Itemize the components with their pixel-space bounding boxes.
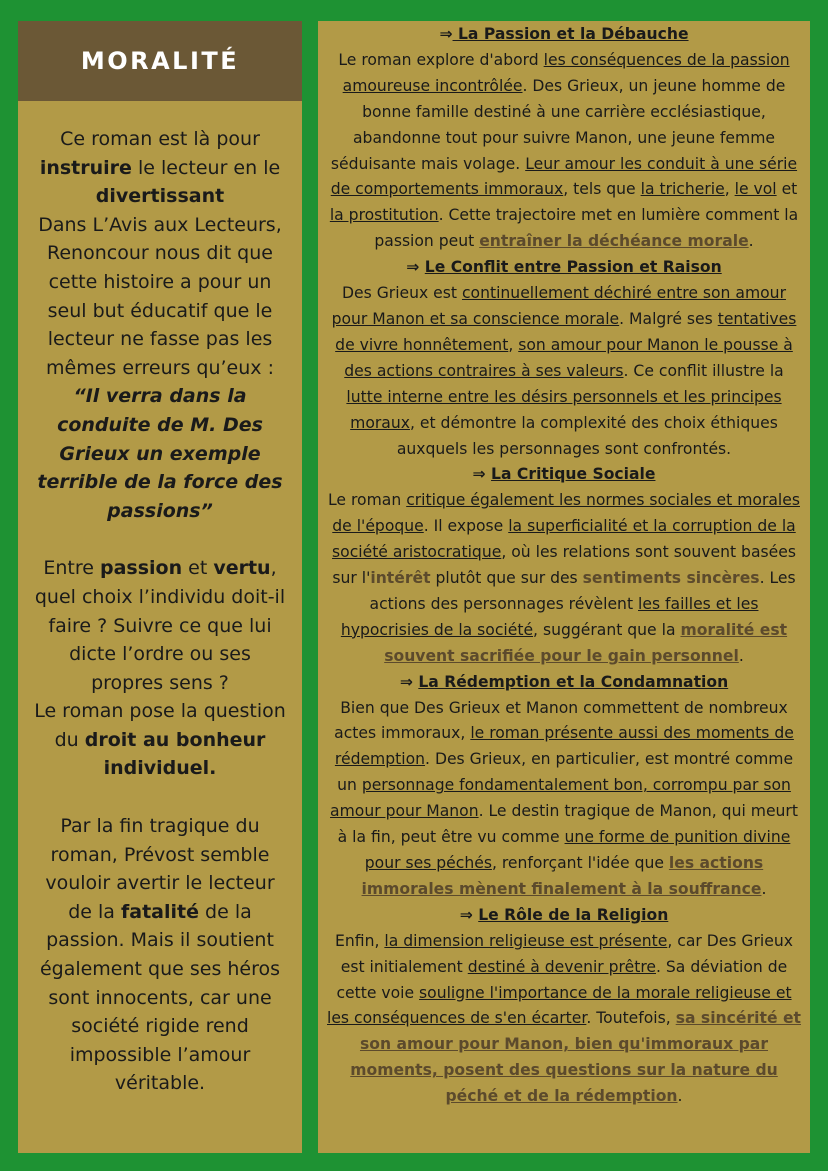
text: . — [738, 646, 744, 665]
arrow-icon: ⇒ — [406, 258, 420, 277]
section-heading-passion-debauche — [324, 22, 804, 48]
arrow-icon: ⇒ — [439, 25, 453, 43]
text: Ce roman est là pour — [60, 128, 260, 150]
moralite-body — [18, 101, 302, 1098]
underlined-text: continuellement déchiré entre son amour pour Manon et sa conscience morale — [331, 284, 786, 328]
text: . Malgré ses — [619, 309, 718, 328]
underlined-text: souligne l'importance de la morale religieuse et les conséquences de s'en écarter — [327, 983, 792, 1028]
emphasis-text: sentiments sincères — [582, 569, 760, 588]
underlined-text: le vol — [734, 180, 777, 199]
section-text-redemption — [324, 696, 804, 903]
text: . — [677, 1087, 683, 1106]
text: . Des Grieux, en particulier, est montré comme un — [337, 750, 794, 795]
underlined-text: les conséquences de la passion amoureuse incontrôlée — [342, 50, 790, 95]
text: , et démontre la complexité des choix éthiques auxquels les personnages sont confrontés. — [396, 413, 778, 458]
text: le lecteur en le — [131, 156, 281, 179]
text: Bien que Des Grieux et Manon commettent de nombreux actes immoraux, — [334, 698, 788, 743]
text: Entre — [43, 557, 100, 580]
underlined-text: tentatives de vivre honnêtement — [335, 309, 797, 354]
text: , où les relations sont souvent basées sur l' — [332, 543, 796, 588]
text: . Le destin tragique de Manon, qui meurt à la fin, peut être vu comme — [337, 802, 798, 847]
keyword-droit-au-bonheur: droit au bonheur individuel. — [84, 728, 266, 780]
text: . Ce conflit illustre la — [623, 361, 784, 380]
section-heading-conflit — [324, 255, 804, 281]
emphasis-text: intérêt — [370, 569, 431, 588]
keyword-fatalite: fatalité — [121, 900, 199, 923]
heading-text: La Passion et la Débauche — [452, 25, 689, 43]
text: . — [748, 232, 754, 251]
keyword-vertu: vertu — [213, 557, 271, 580]
text: . Des Grieux, un jeune homme de bonne famille destiné à une carrière ecclésiastique, abandonne tout pour suivre Manon, une jeune femme séduisante mais volage. — [330, 76, 786, 173]
keyword-divertissant: divertissant — [95, 185, 225, 208]
text: , suggérant que la — [533, 620, 681, 639]
section-text-religion — [324, 929, 804, 1110]
emphasis-text: moralité est souvent sacrifiée pour le gain personnel — [384, 620, 788, 665]
heading-text: La Critique Sociale — [491, 465, 656, 484]
section-heading-critique-sociale — [324, 462, 804, 488]
quote-renoncour: “Il verra dans la conduite de M. Des Grieux un exemple terrible de la force des passions” — [37, 385, 283, 522]
underlined-text: son amour pour Manon le pousse à des actions contraires à ses valeurs — [344, 335, 793, 380]
arrow-icon: ⇒ — [472, 465, 486, 484]
underlined-text: une forme de punition divine pour ses péchés — [364, 828, 791, 872]
analysis-body — [318, 21, 810, 1110]
underlined-text: lutte interne entre les désirs personnels et les principes moraux — [346, 387, 782, 432]
text: . Toutefois, — [586, 1009, 676, 1028]
section-text-passion-debauche — [324, 48, 804, 255]
text: Dans L’Avis aux Lecteurs, Renoncour nous dit que cette histoire a pour un seul but éducatif que le lecteur ne fasse pas les mêmes erreurs qu’eux : — [38, 213, 282, 379]
underlined-text: la superficialité et la corruption de la société aristocratique — [332, 517, 796, 562]
moralite-paragraph-3 — [32, 812, 288, 1098]
text: Le roman explore d'abord — [338, 50, 544, 69]
text: Le roman — [328, 491, 407, 510]
section-heading-religion — [324, 903, 804, 929]
moralite-paragraph-1 — [32, 125, 288, 525]
underlined-text: la tricherie — [640, 180, 725, 199]
underlined-text: critique également les normes sociales et morales de l'époque — [332, 491, 800, 536]
heading-text: La Rédemption et la Condamnation — [418, 672, 729, 691]
heading-text: Le Conflit entre Passion et Raison — [424, 258, 722, 277]
emphasis-text: entraîner la déchéance morale — [479, 232, 749, 251]
text: Enfin, — [335, 931, 385, 950]
text: , car Des Grieux est initialement — [340, 931, 793, 976]
text: , renforçant l'idée que — [491, 854, 669, 872]
arrow-icon: ⇒ — [399, 672, 413, 691]
moralite-paragraph-2 — [32, 554, 288, 783]
text: Par la fin tragique du roman, Prévost semble vouloir avertir le lecteur de la — [45, 815, 275, 923]
underlined-text: la dimension religieuse est présente — [384, 931, 668, 950]
text: . Cette trajectoire met en lumière comment la passion peut — [374, 206, 799, 251]
section-heading-redemption — [324, 670, 804, 696]
emphasis-text: sa sincérité et son amour pour Manon, bien qu'immoraux par moments, posent des questions sur la nature du péché et de la rédemption — [350, 1009, 801, 1106]
section-text-critique-sociale — [324, 488, 804, 669]
text: , — [724, 180, 735, 199]
moralite-panel — [18, 21, 302, 1153]
text: de la passion. Mais il soutient également que ses héros sont innocents, car une société rigide rend impossible l’amour véritable. — [39, 900, 281, 1095]
text: et — [776, 180, 798, 199]
keyword-instruire: instruire — [39, 156, 132, 179]
moralite-title: MORALITÉ — [80, 47, 240, 75]
underlined-text: destiné à devenir prêtre — [467, 957, 656, 976]
emphasis-text: les actions immorales mènent finalement à la souffrance — [361, 854, 764, 898]
underlined-text: personnage fondamentalement bon, corrompu par son amour pour Manon — [330, 776, 791, 821]
text: . — [761, 879, 767, 898]
text: Le roman pose la question du — [34, 700, 286, 751]
moralite-header — [18, 21, 302, 101]
section-text-conflit — [324, 281, 804, 462]
underlined-text: Leur amour les conduit à une série de comportements immoraux — [330, 154, 798, 199]
text: , quel choix l’individu doit-il faire ? Suivre ce que lui dicte l’ordre ou ses propres sens ? — [34, 557, 286, 694]
keyword-passion: passion — [99, 557, 183, 580]
underlined-text: la prostitution — [329, 206, 439, 225]
text: plutôt que sur des — [430, 569, 583, 588]
text: Des Grieux est — [342, 284, 462, 303]
underlined-text: les failles et les hypocrisies de la société — [340, 594, 759, 639]
analysis-panel — [318, 21, 810, 1153]
text: , tels que — [563, 180, 641, 199]
text: . Les actions des personnages révèlent — [369, 569, 796, 613]
text: . Il expose — [423, 517, 509, 536]
heading-text: Le Rôle de la Religion — [478, 905, 669, 924]
underlined-text: le roman présente aussi des moments de rédemption — [334, 724, 794, 769]
text: . Sa déviation de cette voie — [336, 957, 788, 1002]
text: , — [508, 335, 519, 354]
arrow-icon: ⇒ — [459, 905, 473, 924]
text: et — [182, 557, 214, 580]
